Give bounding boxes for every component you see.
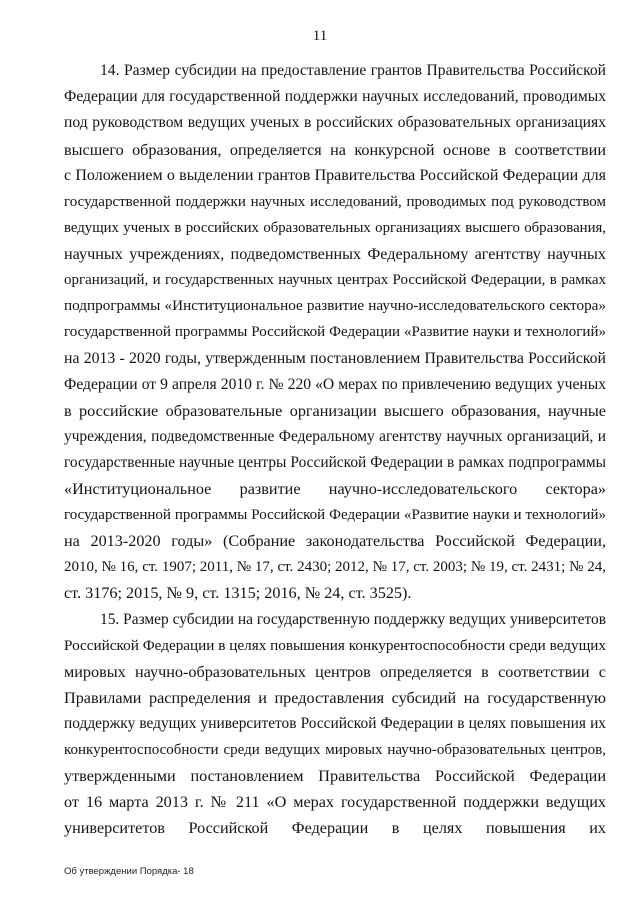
paragraph-14-line-18: государственной программы Российской Федерации «Развитие науки и технологий» xyxy=(64,507,606,523)
paragraph-14-line-13: Федерации от 9 апреля 2010 г. № 220 «О мерах по привлечению ведущих ученых xyxy=(64,376,606,393)
paragraph-15-line-7: утвержденными постановлением Правительства Российской Федерации xyxy=(64,767,606,785)
paragraph-14-line-7: ведущих ученых в российских образовательных организациях высшего образования, xyxy=(64,220,606,236)
paragraph-14-line-14: в российские образовательные организации высшего образования, научные xyxy=(64,402,606,420)
paragraph-14-line-9: организаций, и государственных научных центрах Российской Федерации, в рамках xyxy=(64,272,606,288)
paragraph-15-line-8: от 16 марта 2013 г. № 211 «О мерах государственной поддержки ведущих xyxy=(64,793,606,811)
paragraph-14-line-1: 14. Размер субсидии на предоставление грантов Правительства Российской xyxy=(100,62,606,79)
paragraph-14-line-3: под руководством ведущих ученых в российских образовательных организациях xyxy=(64,114,606,131)
paragraph-15-line-2: Российской Федерации в целях повышения конкурентоспособности среди ведущих xyxy=(64,637,606,654)
footer-document-reference: Об утверждении Порядка- 18 xyxy=(64,866,194,877)
paragraph-14-line-11: государственной программы Российской Федерации «Развитие науки и технологий» xyxy=(64,324,606,340)
paragraph-14-line-21: ст. 3176; 2015, № 9, ст. 1315; 2016, № 24, ст. 3525). xyxy=(64,584,412,602)
paragraph-14-line-17: «Институциональное развитие научно-исследовательского сектора» xyxy=(64,480,606,498)
paragraph-14-line-10: подпрограммы «Институциональное развитие научно-исследовательского сектора» xyxy=(64,297,606,314)
paragraph-15-line-9: университетов Российской Федерации в целях повышения их xyxy=(64,819,606,837)
paragraph-15-line-6: конкурентоспособности среди ведущих мировых научно-образовательных центров, xyxy=(64,742,606,758)
paragraph-14-line-5: с Положением о выделении грантов Правительства Российской Федерации для xyxy=(64,167,606,184)
paragraph-14-line-20: 2010, № 16, ст. 1907; 2011, № 17, ст. 2430; 2012, № 17, ст. 2003; № 19, ст. 2431; № 24, xyxy=(64,559,606,575)
paragraph-14-line-19: на 2013-2020 годы» (Собрание законодательства Российской Федерации, xyxy=(64,532,606,550)
paragraph-15-line-3: мировых научно-образовательных центров определяется в соответствии с xyxy=(64,663,606,681)
paragraph-14-line-4: высшего образования, определяется на конкурсной основе в соответствии xyxy=(64,141,606,159)
page-number: 11 xyxy=(312,28,328,44)
paragraph-14-line-15: учреждения, подведомственные Федеральному агентству научных организаций, и xyxy=(64,428,606,445)
paragraph-15-line-5: поддержку ведущих университетов Российской Федерации в целях повышения их xyxy=(64,715,606,732)
paragraph-15-line-4: Правилами распределения и предоставления субсидий на государственную xyxy=(64,689,606,707)
paragraph-14-line-12: на 2013 - 2020 годы, утвержденным постановлением Правительства Российской xyxy=(64,350,606,367)
paragraph-14-line-2: Федерации для государственной поддержки научных исследований, проводимых xyxy=(64,88,606,105)
paragraph-14-line-6: государственной поддержки научных исследований, проводимых под руководством xyxy=(64,194,606,210)
paragraph-14-line-8: научных учреждениях, подведомственных Федеральному агентству научных xyxy=(64,245,606,263)
paragraph-14-line-16: государственные научные центры Российской Федерации в рамках подпрограммы xyxy=(64,454,606,471)
paragraph-15-line-1: 15. Размер субсидии на государственную поддержку ведущих университетов xyxy=(100,611,606,628)
